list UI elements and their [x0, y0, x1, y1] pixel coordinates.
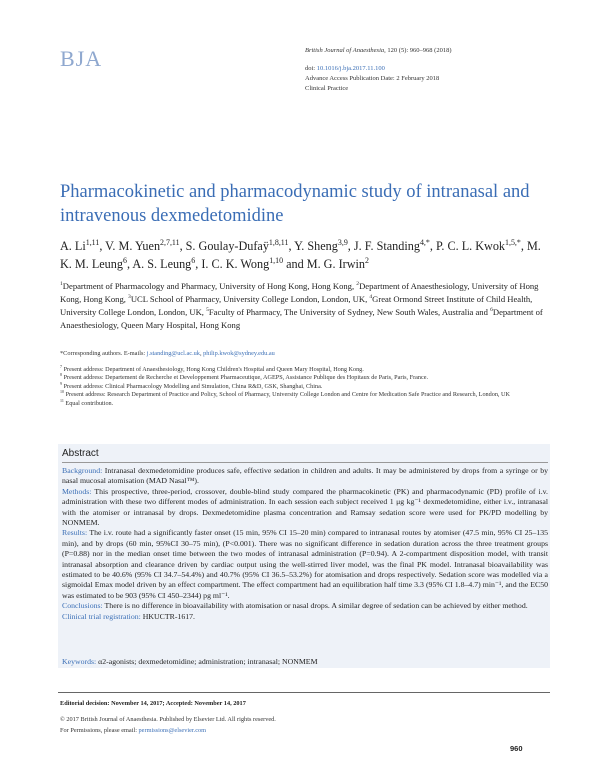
- author-sup: 1,5,*: [505, 237, 521, 247]
- footnote-sup: 7: [60, 363, 63, 369]
- footnote: [60, 374, 550, 382]
- background-text: Intranasal dexmedetomidine produces safe, effective sedation in children and adults. It may be administered by drops from a syringe or by nasal mucosal atomisation (MAD Nasal™).: [62, 466, 548, 486]
- footnote-sup: 11: [60, 397, 64, 403]
- footnote: [60, 391, 550, 399]
- affiliation: Faculty of Pharmacy, The University of Sydney, New South Wales, Australia and: [208, 307, 491, 317]
- affiliations: [60, 280, 550, 332]
- affiliation: Great Ormond Street Institute of Child Health, University College London, London, UK,: [60, 294, 533, 317]
- permissions-prefix: For Permissions, please email:: [60, 727, 139, 734]
- article-title: Pharmacokinetic and pharmacodynamic study of intranasal and intravenous dexmedetomidine: [60, 182, 530, 226]
- footnote-sup: 9: [60, 380, 63, 386]
- abstract-divider: [62, 462, 548, 463]
- journal-info: [305, 46, 565, 94]
- author: , S. Goulay-Dufaÿ: [179, 239, 269, 253]
- registration-text: HKUCTR-1617.: [140, 611, 195, 621]
- affiliation: Department of Anaesthesiology, Queen Mary Hospital, Hong Kong: [60, 307, 543, 330]
- abstract-background: [62, 466, 548, 487]
- page-number: 960: [510, 744, 523, 753]
- journal-logo: BJA: [60, 46, 103, 71]
- abstract-methods: [62, 487, 548, 529]
- footnote: [60, 380, 550, 391]
- permissions: [60, 725, 550, 736]
- doi-link[interactable]: 10.1016/j.bja.2017.11.100: [316, 65, 385, 72]
- author: A. Li: [60, 239, 86, 253]
- footer-divider: [58, 692, 550, 693]
- footnote-text: Present address: Departement de Recherche et Developpement Pharmaceutique, AGEPS, Assistance Publique des Hopitaux de Paris, Paris, France.: [62, 374, 429, 382]
- footnote-text: Present address: Clinical Pharmacology Modelling and Simulation, China R&D, GSK, Shanghai, China.: [62, 382, 323, 390]
- author: , J. F. Standing: [347, 239, 420, 253]
- author: , P. C. L. Kwok: [429, 239, 506, 253]
- affiliation: UCL School of Pharmacy, University College London, London, UK,: [130, 294, 370, 304]
- author: , M. K. M. Leung: [60, 239, 541, 271]
- footnote: [60, 397, 550, 408]
- author-sup: 2: [364, 255, 369, 265]
- abstract-conclusions: [62, 601, 548, 611]
- email-link[interactable]: j.standing@ucl.ac.uk: [146, 350, 200, 357]
- author-list: [60, 238, 550, 273]
- footnote-text: Present address: Department of Anaesthesiology, Hong Kong Children's Hospital and Queen Mary Hospital, Hong Kong.: [62, 366, 364, 373]
- abstract-results: [62, 528, 548, 601]
- affil-sup: 6: [490, 307, 493, 314]
- keywords-text: α2-agonists; dexmedetomidine; administration; intranasal; NONMEM: [96, 657, 318, 666]
- section-label: Clinical Practice: [305, 85, 349, 92]
- author-sup: 6: [122, 255, 127, 265]
- abstract-registration: [62, 612, 548, 622]
- corr-prefix: *Corresponding authors. E-mails:: [60, 350, 147, 357]
- affil-sup: 4: [369, 294, 373, 301]
- conclusions-text: There is no difference in bioavailability with atomisation or nasal drops. A similar degree of sedation can be achieved by either method.: [102, 601, 528, 611]
- author-sup: 1,10: [269, 255, 284, 265]
- results-text: The i.v. route had a significantly faster onset (15 min, 95% CI 15–20 min) compared to intranasal routes by atomiser (47.5 min, 95% CI 25–135 min), and by drops (60 min, 95%CI 30–75 min), (P<0.001). There was no significant difference in sedation duration across the three treatment groups (P=0.88) nor in the median onset time between the two modes of intranasal administration (P=0.94). A 2-compartment disposition model, with transit intranasal absorption and clearance driven by cardiac output using the well-stirred liver model, was the final PK model. Intranasal bioavailability was estimated to be 40.6% (95% CI 34.7–54.4%) and 40.7% (95% CI 36.5–53.2%) for atomisation and drops respectively. Sedation score was modelled via a sigmoidal Emax model driven by an effect compartment. The effect compartment had an equilibration half time 3.3 (95% CI 1.8–4.7) min⁻¹, and the EC50 was estimated to be 903 (95% CI 450–2344) pg ml⁻¹.: [62, 528, 548, 600]
- abstract-text: [62, 466, 548, 622]
- copyright: © 2017 British Journal of Anaesthesia. Published by Elsevier Ltd. All rights reserved.: [60, 716, 276, 723]
- author-sup: 4,*: [419, 237, 430, 247]
- results-label: Results:: [62, 528, 88, 538]
- author-sup: 1,11: [85, 237, 100, 247]
- author-sup: 3,9: [337, 237, 348, 247]
- registration-label: Clinical trial registration:: [62, 611, 141, 621]
- author: , Y. Sheng: [288, 239, 338, 253]
- keywords-label: Keywords:: [62, 657, 97, 666]
- affil-sup: 2: [356, 281, 360, 288]
- author-sup: 2,7,11: [160, 237, 180, 247]
- footnote-sup: 10: [60, 389, 65, 395]
- author: , V. M. Yuen: [99, 239, 161, 253]
- background-label: Background:: [62, 466, 103, 475]
- footnotes: [60, 363, 550, 408]
- affil-sup: 3: [128, 294, 131, 301]
- email-link[interactable]: philip.kwok@sydney.edu.au: [203, 350, 275, 357]
- author-sup: 1,8,11: [268, 237, 289, 247]
- affil-sup: 5: [206, 307, 209, 314]
- citation: [305, 46, 565, 56]
- citation-details: , 120 (5): 960–968 (2018): [384, 47, 452, 54]
- affiliation: Department of Anaesthesiology, University of Hong Kong, Hong Kong,: [60, 281, 539, 304]
- doi: [305, 64, 565, 74]
- author: and M. G. Irwin: [283, 256, 365, 271]
- affil-sup: 1: [60, 281, 63, 288]
- author-sup: 6: [191, 255, 196, 265]
- corresponding-authors: [60, 349, 550, 358]
- keywords: [62, 657, 548, 667]
- footnote-text: Present address: Research Department of Practice and Policy, School of Pharmacy, University College London and Centre for Medication Safe Practice and Research, London, UK: [64, 391, 510, 399]
- author: , I. C. K. Wong: [195, 256, 270, 271]
- advance-access: Advance Access Publication Date: 2 February 2018: [305, 75, 440, 82]
- author: , A. S. Leung: [126, 256, 192, 271]
- permissions-email-link[interactable]: permissions@elsevier.com: [138, 727, 207, 734]
- corr-sep: ,: [199, 350, 204, 357]
- journal-name: British Journal of Anaesthesia: [305, 47, 385, 54]
- footnote-text: Equal contribution.: [63, 399, 114, 407]
- editorial-decision: Editorial decision: November 14, 2017; Accepted: November 14, 2017: [60, 700, 246, 707]
- abstract-heading: Abstract: [62, 448, 99, 459]
- methods-text: This prospective, three-period, crossover, double-blind study compared the pharmacokinetic (PK) and pharmacodynamic (PD) profile of i.v. administration with these two different modes of administration. In each session each subject received 1 μg kg⁻¹ dexmedetomidine, either i.v., intranasal with the atomiser or intranasal by drops. Dexmedetomidine plasma concentration and Ramsay sedation score were used for PK/PD modelling by NONMEM.: [62, 486, 548, 528]
- copyright-block: [60, 714, 550, 736]
- footnote-sup: 8: [60, 372, 63, 378]
- affiliation: Department of Pharmacology and Pharmacy, University of Hong Kong, Hong Kong,: [62, 281, 357, 291]
- conclusions-label: Conclusions:: [62, 601, 103, 611]
- doi-label: doi:: [305, 65, 316, 72]
- methods-label: Methods:: [62, 486, 92, 496]
